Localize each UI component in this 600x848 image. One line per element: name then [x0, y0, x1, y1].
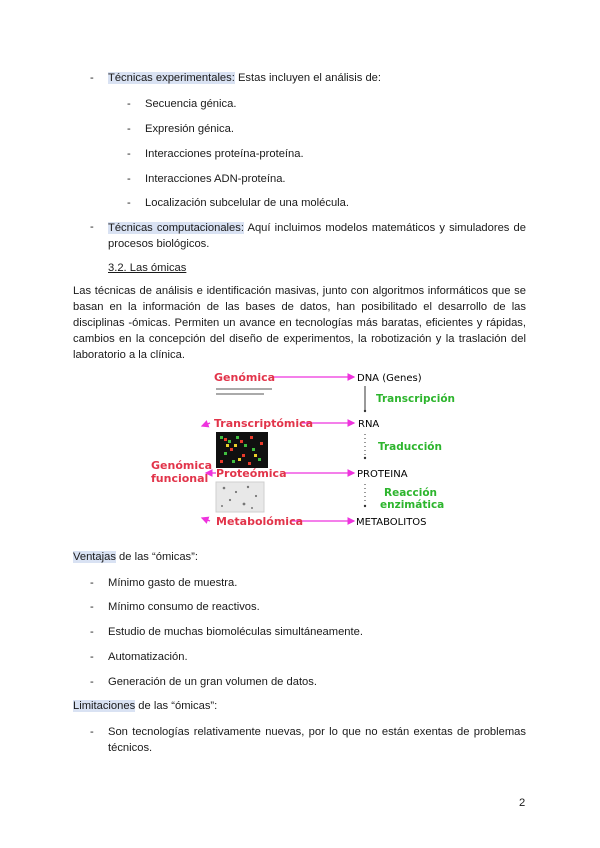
bullet-dash: -	[90, 676, 94, 688]
page-number: 2	[519, 797, 526, 809]
bullet-dash: -	[90, 601, 94, 613]
item-text: Estas incluyen el análisis de:	[234, 72, 381, 84]
functional-genomics-label: Genómica	[151, 459, 213, 472]
limitaciones-heading	[73, 700, 217, 712]
term-highlight: Técnicas computacionales:	[108, 222, 244, 234]
term-highlight: Ventajas	[73, 551, 116, 563]
gel-image	[216, 482, 264, 512]
bullet-dash: -	[90, 651, 94, 663]
list-item	[108, 220, 526, 252]
sub-list-item: Expresión génica.	[145, 123, 234, 135]
term-highlight: Técnicas experimentales:	[108, 72, 235, 84]
list-item: Generación de un gran volumen de datos.	[108, 676, 317, 688]
bullet-dash: -	[90, 626, 94, 638]
list-item: Estudio de muchas biomoléculas simultáneamente.	[108, 626, 363, 638]
microarray-image	[216, 432, 268, 468]
sub-list-item: Interacciones proteína-proteína.	[145, 148, 304, 160]
functional-genomics-label: funcional	[151, 472, 209, 485]
bullet-dash: -	[90, 726, 94, 738]
sub-list-item: Interacciones ADN-proteína.	[145, 173, 286, 185]
ventajas-heading	[73, 551, 198, 563]
term-highlight: Limitaciones	[73, 700, 136, 712]
bullet-dash: -	[90, 72, 94, 84]
list-item: Mínimo gasto de muestra.	[108, 577, 238, 589]
intro-paragraph: Las técnicas de análisis e identificación masivas, junto con algoritmos informáticos que se basan en la información de las bases de datos, han posibilitado el desarrollo de las disciplinas -ómicas. Permiten un avance en tecnologías más baratas, eficientes y rápidas, cambios en la concepción del diseño de experimentos, la robotización y la traslación del laboratorio a la clínica.	[73, 285, 526, 361]
process-enzymatic-label: Reacción	[384, 487, 438, 499]
bullet-dash: -	[127, 148, 131, 160]
list-item: Son tecnologías relativamente nuevas, por lo que no están exentas de problemas técnicos.	[108, 726, 526, 754]
list-item	[108, 72, 381, 84]
flow-arrow-head	[364, 410, 366, 412]
bullet-dash: -	[90, 221, 94, 233]
molecule-rna-label: RNA	[358, 419, 380, 430]
process-transcription-label: Transcripción	[376, 393, 456, 405]
omics-genomics-label: Genómica	[214, 371, 276, 384]
heading-text: de las “ómicas”:	[115, 551, 198, 563]
sub-list-item: Localización subcelular de una molécula.	[145, 197, 349, 209]
process-translation-label: Traducción	[378, 441, 442, 453]
arrow-to-functional	[202, 518, 210, 521]
bullet-dash: -	[127, 197, 131, 209]
process-enzymatic-label: enzimática	[380, 499, 445, 511]
section-title: 3.2. Las ómicas	[108, 262, 187, 274]
bullet-dash: -	[127, 123, 131, 135]
list-item: Mínimo consumo de reactivos.	[108, 601, 260, 613]
omics-proteomics-label: Proteómica	[216, 467, 287, 480]
heading-text: de las “ómicas”:	[135, 700, 218, 712]
sub-list-item: Secuencia génica.	[145, 98, 237, 110]
omics-diagram	[140, 366, 460, 536]
arrow-to-functional	[202, 423, 210, 426]
molecule-metabolites-label: METABOLITOS	[356, 517, 427, 528]
dna-sequence-image	[216, 388, 272, 395]
list-item: Automatización.	[108, 651, 188, 663]
omics-transcriptomics-label: Transcriptómica	[214, 417, 314, 430]
omics-metabolomics-label: Metabolómica	[216, 515, 304, 528]
item-text: Aquí incluimos modelos matemáticos y simuladores de procesos biológicos.	[108, 222, 526, 250]
flow-arrow-head	[364, 457, 366, 459]
bullet-dash: -	[90, 577, 94, 589]
molecule-dna-label: DNA (Genes)	[357, 373, 422, 384]
molecule-protein-label: PROTEINA	[357, 469, 408, 480]
bullet-dash: -	[127, 173, 131, 185]
bullet-dash: -	[127, 98, 131, 110]
flow-arrow-head	[364, 505, 366, 507]
